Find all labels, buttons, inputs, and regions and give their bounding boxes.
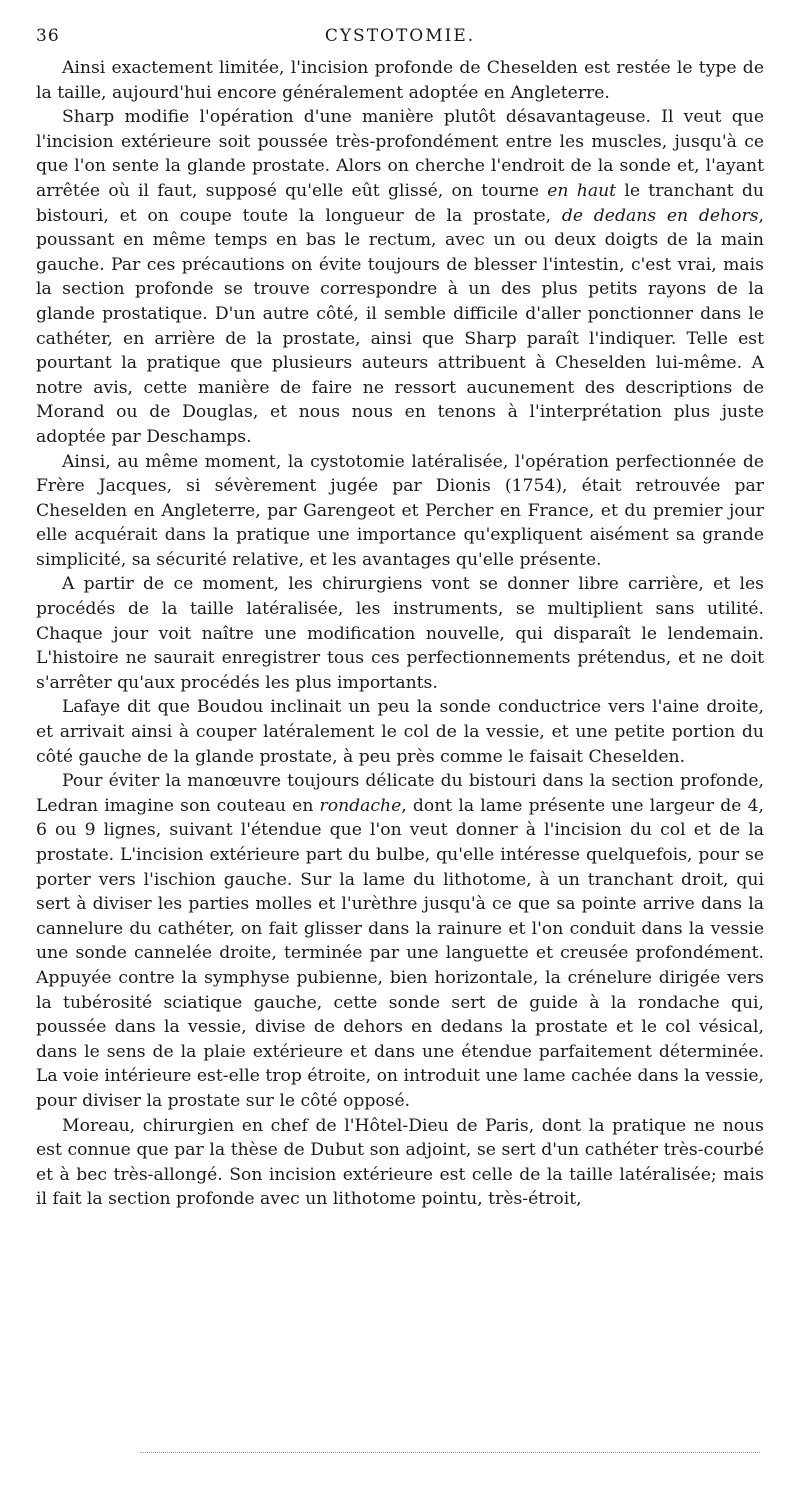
body-text [36,56,764,1212]
paragraph-4: A partir de ce moment, les chirurgiens vont se donner libre carrière, et les procédés de la taille latéralisée, les instruments, se multiplient sans utilité. Chaque jour voit naître une modification nouvelle, qui disparaît le lendemain. L'histoire ne saurait enregistrer tous ces perfectionnements prétendus, et ne doit s'arrêter qu'aux procédés les plus importants. [36,574,764,693]
paragraph-5: Lafaye dit que Boudou inclinait un peu la sonde conductrice vers l'aine droite, et arrivait ainsi à couper latéralement le col de la vessie, et une petite portion du côté gauche de la glande prostate, à peu près comme le faisait Cheselden. [36,697,764,767]
paragraph-6: Pour éviter la manœuvre toujours délicate du bistouri dans la section profonde, Ledran imagine son couteau en rondache, dont la lame présente une largeur de 4, 6 ou 9 lignes, suivant l'étendue que l'on veut donner à l'incision du col et de la prostate. L'incision extérieure part du bulbe, qu'elle intéresse quelquefois, pour se porter vers l'ischion gauche. Sur la lame du lithotome, à un tranchant droit, qui sert à diviser les parties molles et l'urèthre jusqu'à ce que sa pointe arrive dans la cannelure du cathéter, on fait glisser dans la rainure et l'on conduit dans la vessie une sonde cannelée droite, terminée par une languette et creusée profondément. Appuyée contre la symphyse pubienne, bien horizontale, la crénelure dirigée vers la tubérosité sciatique gauche, cette sonde sert de guide à la rondache qui, poussée dans la vessie, divise de dehors en dedans la prostate et le col vésical, dans le sens de la plaie extérieure et dans une étendue parfaitement déterminée. La voie intérieure est-elle trop étroite, on introduit une lame cachée dans la vessie, pour diviser la prostate sur le côté opposé. [36,771,764,1111]
running-title: CYSTOTOMIE. [324,26,476,46]
paragraph-1: Ainsi exactement limitée, l'incision profonde de Cheselden est restée le type de la taille, aujourd'hui encore généralement adoptée en Angleterre. [36,58,764,103]
paragraph-7: Moreau, chirurgien en chef de l'Hôtel-Dieu de Paris, dont la pratique ne nous est connue que par la thèse de Dubut son adjoint, se sert d'un cathéter très-courbé et à bec très-allongé. Son incision extérieure est celle de la taille latéralisée; mais il fait la section profonde avec un lithotome pointu, très-étroit, [36,1115,764,1210]
bottom-divider [140,1452,760,1453]
running-head [36,26,764,56]
book-page [36,26,764,1212]
paragraph-3: Ainsi, au même moment, la cystotomie latéralisée, l'opération perfectionnée de Frère Jacques, si sévèrement jugée par Dionis (1754), était retrouvée par Cheselden en Angleterre, par Garengeot et Percher en France, et du premier jour elle acquérait dans la pratique une importance qu'expliquent aisément sa grande simplicité, sa sécurité relative, et les avantages qu'elle présente. [36,451,764,570]
paragraph-2: Sharp modifie l'opération d'une manière plutôt désavantageuse. Il veut que l'incision extérieure soit poussée très-profondément entre les muscles, jusqu'à ce que l'on sente la glande prostate. Alors on cherche l'endroit de la sonde et, l'ayant arrêtée où il faut, supposé qu'elle eût glissé, on tourne en haut le tranchant du bistouri, et on coupe toute la longueur de la prostate, de dedans en dehors, poussant en même temps en bas le rectum, avec un ou deux doigts de la main gauche. Par ces précautions on évite toujours de blesser l'intestin, c'est vrai, mais la section profonde se trouve correspondre à un des plus petits rayons de la glande prostatique. D'un autre côté, il semble difficile d'aller ponctionner dans le cathéter, en arrière de la prostate, ainsi que Sharp paraît l'indiquer. Telle est pourtant la pratique que plusieurs auteurs attribuent à Cheselden lui-même. A notre avis, cette manière de faire ne ressort aucunement des descriptions de Morand ou de Douglas, et nous nous en tenons à l'interprétation plus juste adoptée par Deschamps. [36,107,765,447]
page-number: 36 [36,26,60,46]
